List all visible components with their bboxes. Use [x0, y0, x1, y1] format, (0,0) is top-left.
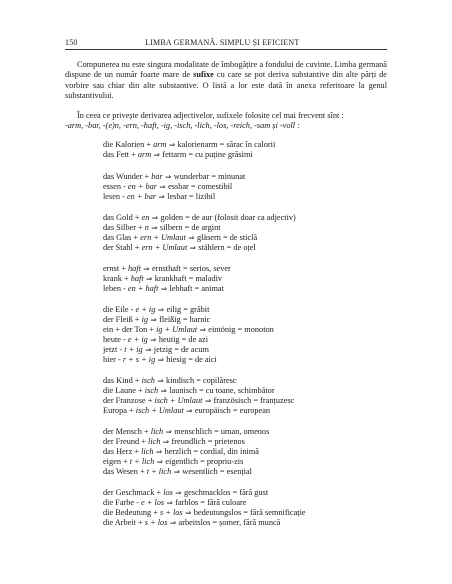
meaning: fără gust	[239, 488, 269, 498]
example-group	[65, 140, 387, 160]
meaning: de acum	[181, 344, 209, 354]
example-row	[103, 498, 387, 508]
example-row	[103, 213, 387, 223]
implies-arrow-icon: ⇒	[158, 386, 170, 396]
meaning: de oțel	[233, 242, 256, 252]
suffix: ig + Umlaut	[156, 325, 198, 335]
implies-arrow-icon: ⇒	[149, 212, 161, 222]
equals-sign: =	[186, 191, 196, 201]
meaning: grăbit	[190, 305, 210, 315]
derived-word: herzlich	[164, 447, 192, 457]
derived-word: launisch	[169, 386, 197, 396]
implies-arrow-icon: ⇒	[172, 488, 184, 498]
suffix-list: -arm, -bar, -(e)n, -ern, -haft, -ig, -isch, -lich, -los, -reich, -sam și -voll :	[65, 121, 300, 131]
meaning: minunat	[218, 171, 246, 181]
derived-word: jetzig	[153, 344, 173, 354]
plus-sign: +	[119, 264, 128, 274]
base-word: eigen	[103, 457, 121, 467]
plus-sign: +	[154, 488, 164, 498]
plus-sign: +	[137, 467, 147, 476]
equals-sign: =	[241, 508, 251, 518]
derived-word: geschmacklos	[183, 488, 231, 498]
implies-arrow-icon: ⇒	[158, 283, 170, 293]
plus-sign: +	[139, 437, 149, 447]
suffix: isch	[144, 386, 159, 396]
example-row	[103, 274, 387, 284]
example-row	[103, 335, 387, 345]
equals-sign: =	[224, 242, 234, 252]
example-group	[65, 213, 387, 253]
base-word: krank	[103, 274, 122, 283]
derived-word: fleißig	[159, 315, 181, 325]
suffix: s + los	[144, 518, 168, 528]
implies-arrow-icon: ⇒	[153, 447, 165, 457]
example-row	[103, 305, 387, 315]
derived-word: europäisch	[194, 405, 231, 415]
base-word: das Glas	[103, 232, 132, 242]
equals-sign: =	[209, 171, 219, 181]
implies-arrow-icon: ⇒	[154, 457, 166, 467]
meaning: fără culoare	[207, 498, 247, 508]
implies-arrow-icon: ⇒	[163, 427, 175, 437]
derived-word: lesbar	[167, 191, 187, 201]
implies-arrow-icon: ⇒	[166, 140, 178, 150]
implies-arrow-icon: ⇒	[182, 508, 194, 518]
meaning: copilăresc	[202, 376, 237, 386]
implies-arrow-icon: ⇒	[155, 305, 167, 315]
derived-word: kindisch	[166, 376, 195, 386]
base-word: das Kind	[103, 376, 133, 386]
meaning: european	[239, 405, 271, 415]
derived-word: eintönig	[208, 325, 236, 335]
example-row	[103, 457, 387, 467]
derived-word: menschlich	[174, 427, 213, 437]
suffix: t + lich	[129, 457, 155, 467]
implies-arrow-icon: ⇒	[187, 242, 199, 252]
base-word: der Mensch	[103, 427, 142, 437]
example-row	[103, 386, 387, 396]
plus-sign: +	[135, 518, 145, 528]
base-word: der Geschmack	[103, 488, 155, 498]
meaning: maladiv	[195, 274, 223, 283]
example-group	[65, 376, 387, 416]
suffix: arm	[137, 150, 152, 160]
plus-sign: +	[132, 315, 142, 325]
derived-word: wesentlich	[182, 467, 218, 476]
implies-arrow-icon: ⇒	[171, 467, 183, 476]
meaning: prietenos	[214, 437, 245, 447]
example-row	[103, 437, 387, 447]
derived-word: essbar	[168, 181, 189, 191]
base-word: der Stahl	[103, 242, 133, 252]
running-header	[65, 38, 387, 50]
suffix: - en + haft	[123, 283, 159, 293]
suffix: - en + bar	[122, 191, 157, 201]
derived-word: heutig	[158, 335, 180, 345]
plus-sign: +	[141, 427, 151, 437]
suffix: lich	[150, 427, 164, 437]
meaning: harnic	[189, 315, 211, 325]
plus-sign: +	[144, 140, 154, 150]
meaning: de aici	[194, 354, 217, 364]
adjectives-intro-text: În ceea ce privește derivarea adjectivelor, sufixele folosite cel mai frecvent sînt :	[77, 110, 344, 120]
base-word: leben	[103, 283, 121, 293]
running-title: LIMBA GERMANĂ. SIMPLU ȘI EFICIENT	[145, 38, 300, 47]
meaning: fără semnificație	[250, 508, 306, 518]
derived-word: stählern	[198, 242, 225, 252]
example-group	[65, 305, 387, 364]
plus-sign: +	[126, 405, 136, 415]
base-word: die Arbeit	[103, 518, 136, 528]
base-word: das Fett	[103, 150, 130, 160]
derived-word: hiesig	[166, 354, 187, 364]
page-number: 150	[65, 38, 78, 47]
example-row	[103, 233, 387, 243]
example-row	[103, 264, 387, 274]
derived-word: französisch	[213, 396, 252, 406]
intro-paragraph	[65, 60, 387, 102]
suffix: s + los	[160, 508, 183, 518]
base-word: die Kalorien	[103, 140, 145, 150]
example-row	[103, 518, 387, 528]
equals-sign: =	[230, 405, 240, 415]
meaning: propriu-zis	[206, 457, 244, 467]
base-word: heute	[103, 335, 121, 345]
example-row	[103, 140, 387, 150]
derived-word: gläsern	[196, 232, 221, 242]
implies-arrow-icon: ⇒	[148, 315, 160, 325]
example-row	[103, 284, 387, 294]
plus-sign: +	[132, 376, 142, 386]
example-row	[103, 376, 387, 386]
implies-arrow-icon: ⇒	[140, 264, 152, 274]
base-word: ernst	[103, 264, 120, 274]
meaning: cu puține grăsimi	[195, 150, 253, 160]
example-row	[103, 396, 387, 406]
base-word: ein + der Ton	[103, 325, 148, 335]
suffix: en	[141, 212, 150, 222]
meaning: serios, sever	[189, 264, 231, 274]
plus-sign: +	[132, 447, 142, 457]
meaning: sărac în calorii	[226, 140, 276, 150]
implies-arrow-icon: ⇒	[155, 354, 167, 364]
equals-sign: =	[205, 437, 215, 447]
suffix: lich	[141, 447, 154, 457]
derived-word: farblos	[175, 498, 199, 508]
meaning: cu toane, schimbător	[205, 386, 275, 396]
example-row	[103, 447, 387, 457]
implies-arrow-icon: ⇒	[197, 325, 209, 335]
example-row	[103, 427, 387, 437]
base-word: der Franzose	[103, 396, 146, 406]
suffix: isch	[141, 376, 155, 386]
suffix: lich	[148, 437, 161, 447]
equals-sign: =	[210, 518, 220, 528]
example-row	[103, 467, 387, 477]
example-group	[65, 264, 387, 294]
suffix: isch + Umlaut	[154, 396, 203, 406]
base-word: Europa	[103, 405, 127, 415]
plus-sign: +	[129, 150, 138, 160]
derived-word: golden	[160, 212, 184, 222]
example-group	[65, 427, 387, 477]
equals-sign: =	[186, 150, 196, 160]
suffix: - e + los	[136, 498, 165, 508]
derived-word: fettarm	[162, 150, 187, 160]
example-row	[103, 223, 387, 233]
example-row	[103, 243, 387, 253]
suffix: - t + ig	[119, 344, 143, 354]
plus-sign: +	[135, 386, 145, 396]
equals-sign: =	[182, 222, 192, 232]
meaning: comestibil	[197, 181, 233, 191]
equals-sign: =	[192, 283, 202, 293]
base-word: der Fleiß	[103, 315, 133, 325]
derived-word: wunderbar	[173, 171, 210, 181]
derived-word: ernsthaft	[151, 264, 181, 274]
meaning: de sticlă	[229, 232, 258, 242]
implies-arrow-icon: ⇒	[157, 181, 169, 191]
example-row	[103, 172, 387, 182]
intro-text-after: cu care se pot deriva substantive din alte părți de vorbire sau chiar din alte substantive. O listă a lor este dată în anexa referitoare la genul substantivului.	[65, 70, 387, 101]
plus-sign: +	[145, 396, 155, 406]
suffix: ern + Umlaut	[141, 242, 188, 252]
derived-word: arbeitslos	[178, 518, 211, 528]
implies-arrow-icon: ⇒	[154, 376, 166, 386]
meaning: esențial	[226, 467, 252, 476]
meaning: de aur (folosit doar ca adjectiv)	[191, 212, 296, 222]
implies-arrow-icon: ⇒	[143, 274, 155, 283]
base-word: die Eile	[103, 305, 129, 315]
implies-arrow-icon: ⇒	[185, 232, 197, 242]
suffix: - en + bar	[123, 181, 158, 191]
suffix: n	[144, 222, 149, 232]
base-word: die Bedeutung	[103, 508, 152, 518]
plus-sign: +	[147, 325, 157, 335]
meaning: uman, omenos	[220, 427, 270, 437]
suffix: los	[163, 488, 173, 498]
equals-sign: =	[217, 140, 227, 150]
suffix: arm	[153, 140, 167, 150]
equals-sign: =	[198, 498, 208, 508]
derived-word: freundlich	[171, 437, 206, 447]
base-word: lesen	[103, 191, 121, 201]
base-word: jetzt	[103, 344, 118, 354]
example-group	[65, 172, 387, 202]
equals-sign: =	[196, 386, 206, 396]
plus-sign: +	[135, 222, 145, 232]
example-row	[103, 345, 387, 355]
meaning: franțuzesc	[260, 396, 295, 406]
suffix: ig	[141, 315, 149, 325]
implies-arrow-icon: ⇒	[164, 498, 176, 508]
base-word: das Wesen	[103, 467, 138, 476]
example-row	[103, 150, 387, 160]
plus-sign: +	[151, 508, 160, 518]
base-word: der Freund	[103, 437, 140, 447]
suffix: isch + Umlaut	[135, 405, 184, 415]
suffix: haft	[127, 264, 141, 274]
plus-sign: +	[132, 212, 142, 222]
derived-word: kalorienarm	[177, 140, 218, 150]
equals-sign: =	[181, 305, 191, 315]
meaning: cordial, din inimă	[200, 447, 259, 457]
plus-sign: +	[142, 171, 152, 181]
suffix: - e + ig	[130, 305, 156, 315]
example-group	[65, 488, 387, 528]
implies-arrow-icon: ⇒	[202, 396, 214, 406]
example-row	[103, 325, 387, 335]
equals-sign: =	[220, 232, 230, 242]
meaning: de argint	[191, 222, 221, 232]
base-word: das Gold	[103, 212, 133, 222]
implies-arrow-icon: ⇒	[156, 191, 168, 201]
equals-sign: =	[186, 354, 195, 364]
equals-sign: =	[251, 396, 261, 406]
base-word: das Herz	[103, 447, 133, 457]
example-row	[103, 355, 387, 365]
example-row	[103, 508, 387, 518]
base-word: die Laune	[103, 386, 136, 396]
equals-sign: =	[180, 264, 190, 274]
plus-sign: +	[131, 232, 141, 242]
equals-sign: =	[198, 457, 207, 467]
suffix: bar	[151, 171, 163, 181]
implies-arrow-icon: ⇒	[183, 405, 195, 415]
base-word: hier	[103, 354, 116, 364]
derived-word: krankhaft	[154, 274, 187, 283]
equals-sign: =	[172, 344, 182, 354]
implies-arrow-icon: ⇒	[167, 518, 179, 528]
derived-word: eilig	[166, 305, 182, 315]
example-row	[103, 192, 387, 202]
base-word: essen	[103, 181, 121, 191]
suffix: - e + ig	[123, 335, 148, 345]
equals-sign: =	[230, 488, 240, 498]
example-row	[103, 406, 387, 416]
plus-sign: +	[132, 242, 142, 252]
meaning: de azi	[188, 335, 208, 345]
base-word: die Farbe	[103, 498, 135, 508]
equals-sign: =	[179, 335, 189, 345]
plus-sign: +	[121, 274, 131, 283]
derived-word: bedeutungslos	[193, 508, 242, 518]
implies-arrow-icon: ⇒	[151, 150, 163, 160]
equals-sign: =	[186, 274, 196, 283]
book-page	[65, 38, 387, 528]
example-row	[103, 315, 387, 325]
example-row	[103, 182, 387, 192]
implies-arrow-icon: ⇒	[147, 335, 159, 345]
equals-sign: =	[188, 181, 198, 191]
equals-sign: =	[183, 212, 192, 222]
equals-sign: =	[212, 427, 221, 437]
equals-sign: =	[191, 447, 201, 457]
suffix: - r + s + ig	[117, 354, 156, 364]
intro-bold-term: sufixe	[193, 70, 214, 80]
derivation-examples	[65, 140, 387, 528]
intro-text-before: Compunerea nu este singura modalitate de îmbogățire a fondului de cuvinte. Limba germană dispune de un număr foarte mare de	[65, 60, 387, 80]
suffix: t + lich	[146, 467, 172, 476]
suffix: haft	[130, 274, 144, 283]
plus-sign: +	[120, 457, 130, 467]
meaning: animat	[201, 283, 224, 293]
adjectives-paragraph	[65, 111, 387, 132]
equals-sign: =	[194, 376, 203, 386]
implies-arrow-icon: ⇒	[148, 222, 160, 232]
equals-sign: =	[235, 325, 245, 335]
meaning: monoton	[244, 325, 274, 335]
implies-arrow-icon: ⇒	[160, 437, 172, 447]
base-word: das Wunder	[103, 171, 143, 181]
base-word: das Silber	[103, 222, 136, 232]
meaning: șomer, fără muncă	[219, 518, 281, 528]
meaning: lizibil	[195, 191, 216, 201]
derived-word: silbern	[160, 222, 183, 232]
example-row	[103, 488, 387, 498]
implies-arrow-icon: ⇒	[142, 344, 154, 354]
implies-arrow-icon: ⇒	[162, 171, 174, 181]
derived-word: eigentlich	[165, 457, 199, 467]
derived-word: lebhaft	[169, 283, 193, 293]
suffix: ern + Umlaut	[140, 232, 186, 242]
equals-sign: =	[217, 467, 227, 476]
equals-sign: =	[180, 315, 190, 325]
